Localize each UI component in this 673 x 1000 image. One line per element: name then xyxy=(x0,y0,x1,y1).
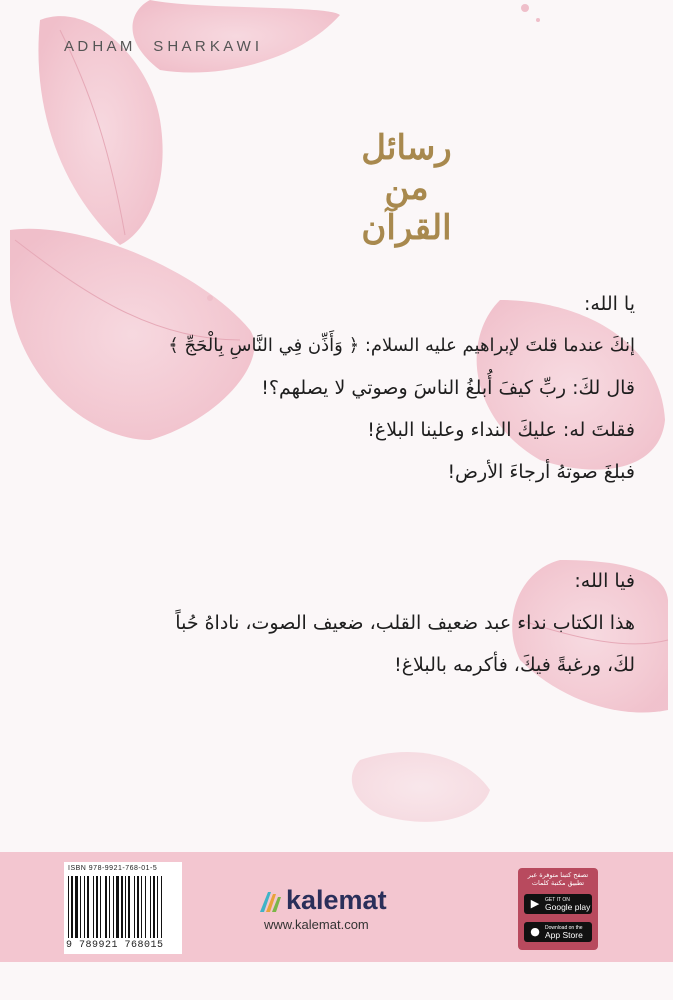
blurb-line: فقلتَ له: عليكَ النداء وعلينا البلاغ! xyxy=(367,419,635,441)
blurb-line: فيا الله: xyxy=(574,570,635,592)
app-store-label: App Store xyxy=(545,930,583,940)
app-store-button[interactable] xyxy=(524,922,592,942)
blurb-line: إنكَ عندما قلتَ لإبراهيم عليه السلام: ﴿ وَأَذِّن فِي النَّاسِ بِالْحَجِّ ﴾ xyxy=(168,335,635,356)
author-name: A D H A M S H A R K A W I xyxy=(64,38,260,55)
publisher-url[interactable]: www.kalemat.com xyxy=(264,917,369,932)
isbn-number: 9 789921 768015 xyxy=(66,940,164,951)
apple-icon: ● xyxy=(530,925,540,938)
google-play-icon: ▶ xyxy=(530,897,540,910)
blurb-line: هذا الكتاب نداء عبد ضعيف القلب، ضعيف الصوت، ناداهُ حُباً xyxy=(175,612,635,634)
barcode xyxy=(64,862,182,954)
app-store-small: Download on the xyxy=(545,925,583,931)
blurb-paragraph-2 xyxy=(45,560,635,686)
blurb-line: قال لكَ: ربِّ كيفَ أُبلغُ الناسَ وصوتي لا يصلهم؟! xyxy=(261,377,635,399)
title-line-1: رسائل xyxy=(361,128,452,168)
app-store-badges xyxy=(518,868,598,950)
store-caption: تصفح كتبنا متوفرة عبر تطبيق مكتبة كلمات xyxy=(527,871,589,887)
title-line-2: من xyxy=(384,168,429,208)
kalemat-mark-icon xyxy=(258,890,284,912)
title-line-3: القرآن xyxy=(361,208,452,248)
publisher-logo xyxy=(258,885,387,916)
blurb-line: يا الله: xyxy=(583,293,635,315)
barcode-bars-icon xyxy=(68,876,178,938)
publisher-name: kalemat xyxy=(286,885,387,915)
google-play-label: Google play xyxy=(545,902,591,912)
google-play-button[interactable] xyxy=(524,894,592,914)
blurb-line: فبلغَ صوتهُ أرجاءَ الأرض! xyxy=(447,461,635,483)
google-play-small: GET IT ON xyxy=(545,897,570,903)
blurb-line: لكَ، ورغبةً فيكَ، فأكرمه بالبلاغ! xyxy=(394,654,635,676)
isbn-label: ISBN 978-9921-768-01-5 xyxy=(68,865,158,872)
blurb-paragraph-1 xyxy=(45,283,635,493)
book-title xyxy=(0,128,673,248)
